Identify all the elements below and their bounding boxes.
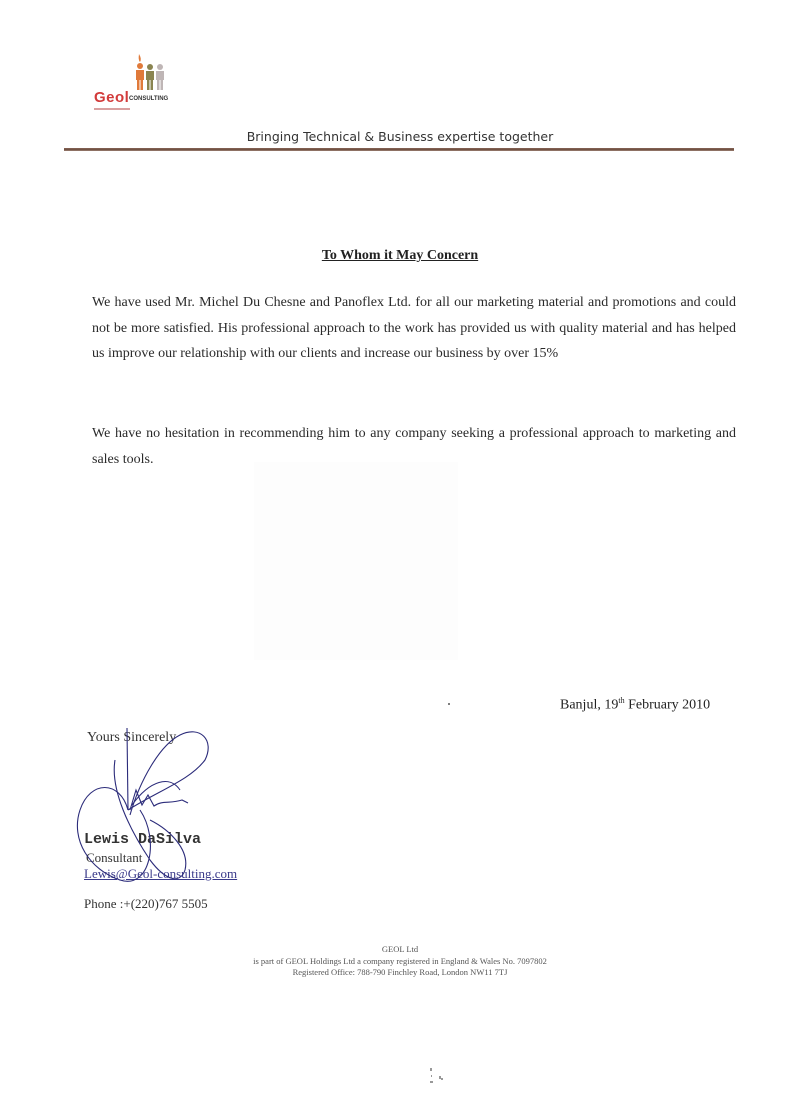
- handwritten-signature: [70, 720, 250, 910]
- letter-subject: To Whom it May Concern: [321, 248, 479, 263]
- signatory-phone: Phone :+(220)767 5505: [84, 896, 208, 911]
- letter-paragraph: We have used Mr. Michel Du Chesne and Panoflex Ltd. for all our marketing material and promotions and could not be more satisfied. His professional approach to the work has provided us with quality material and has helped us improve our relationship with our clients and increase our business by over 15%: [92, 295, 736, 361]
- letter-paragraph: We have no hesitation in recommending him to any company seeking a professional approach to marketing and sales tools.: [92, 426, 736, 467]
- scan-artifact: [428, 1066, 448, 1088]
- footer-company: GEOL Ltd: [381, 944, 419, 954]
- company-logo: [92, 52, 172, 112]
- letter-closing: Yours Sincerely: [87, 730, 177, 745]
- logo-word: Geol: [94, 89, 130, 106]
- logo-underline: [94, 108, 130, 110]
- logo-figures-icon: [92, 52, 172, 92]
- header-divider: [64, 148, 734, 151]
- signatory-email-link[interactable]: Lewis@Geol-consulting.com: [84, 866, 238, 881]
- date-ordinal-suffix: th: [618, 696, 625, 705]
- signatory-name: Lewis DaSilva: [84, 831, 202, 848]
- letter-date: [560, 696, 710, 714]
- faint-blank-region: [254, 462, 458, 660]
- scan-speck: [448, 703, 450, 705]
- footer-registration: is part of GEOL Holdings Ltd a company registered in England & Wales No. 7097802: [253, 956, 547, 966]
- signatory-role: Consultant: [86, 850, 143, 865]
- date-place-day: Banjul, 19: [560, 697, 619, 713]
- logo-subword: CONSULTING: [129, 96, 169, 102]
- footer-address: Registered Office: 788-790 Finchley Road, London NW11 7TJ: [292, 967, 508, 977]
- letterhead-tagline: Bringing Technical & Business expertise together: [246, 129, 554, 144]
- date-month-year: February 2010: [624, 697, 711, 713]
